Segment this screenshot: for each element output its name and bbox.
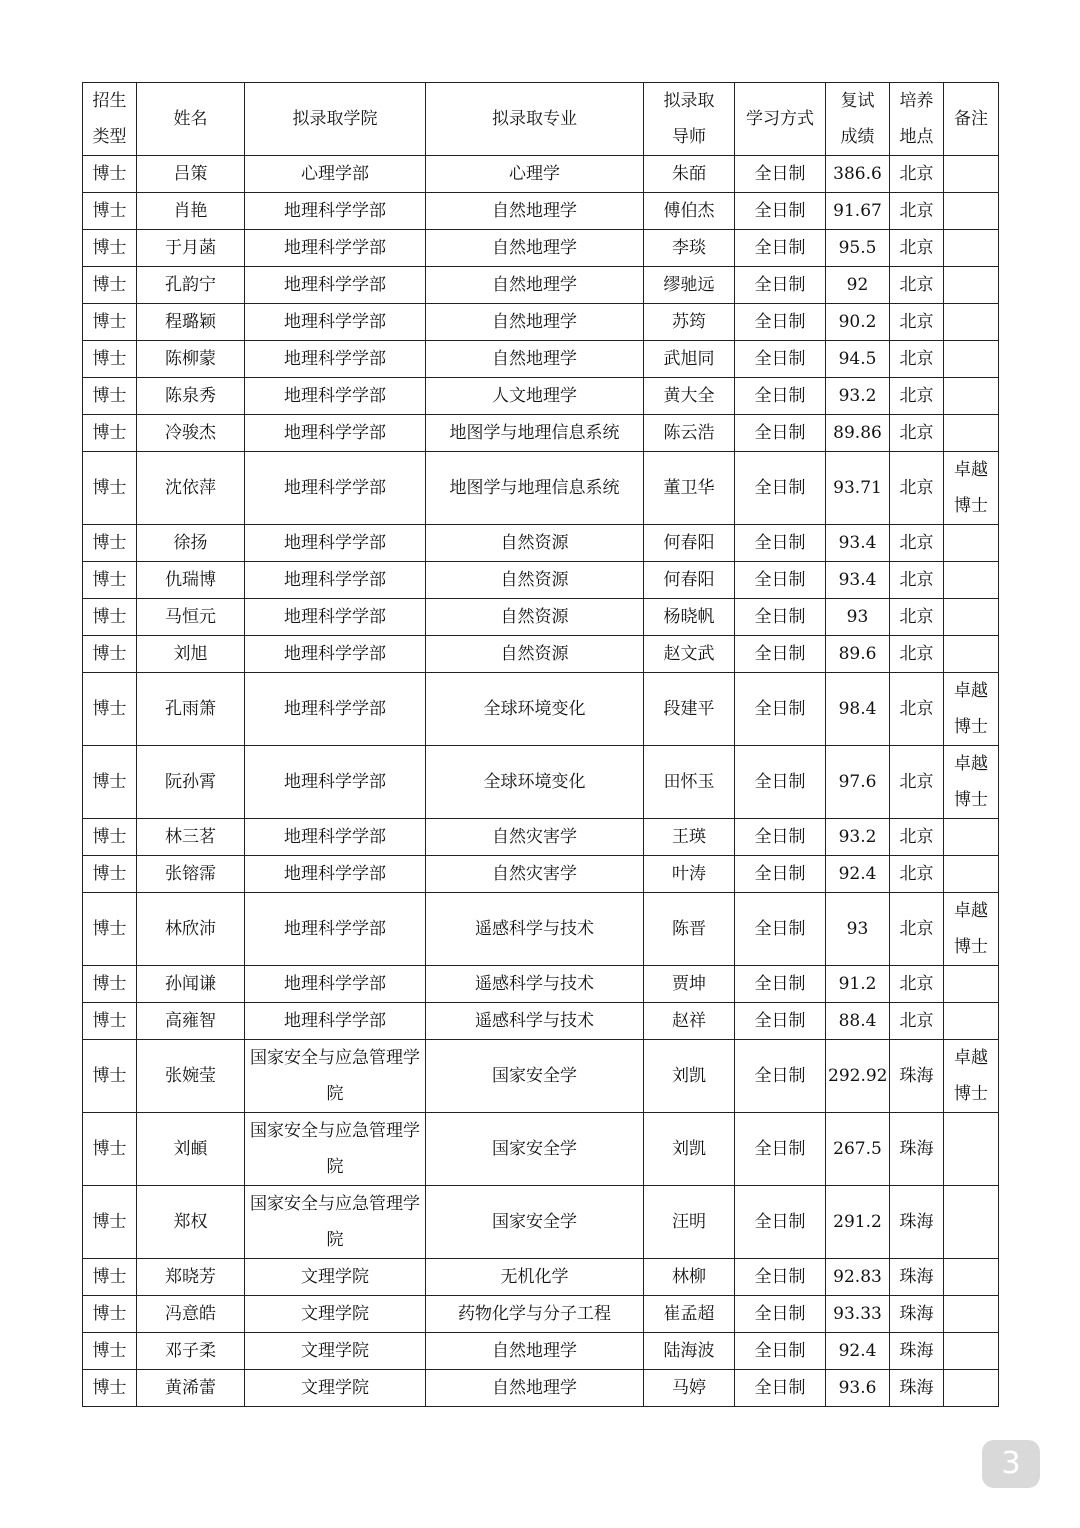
- cell-score: 98.4: [826, 673, 890, 746]
- header-remark: 备注: [944, 83, 999, 156]
- table-row: [83, 341, 999, 378]
- cell-advisor: 傅伯杰: [644, 193, 735, 230]
- cell-score: 97.6: [826, 746, 890, 819]
- cell-location: 珠海: [890, 1113, 944, 1186]
- cell-college: 地理科学学部: [245, 267, 426, 304]
- cell-study-mode: 全日制: [735, 415, 826, 452]
- cell-advisor: 陈云浩: [644, 415, 735, 452]
- cell-remark: [944, 1370, 999, 1407]
- cell-type: 博士: [83, 156, 137, 193]
- cell-study-mode: 全日制: [735, 304, 826, 341]
- cell-study-mode: 全日制: [735, 1296, 826, 1333]
- cell-location: 北京: [890, 452, 944, 525]
- cell-remark: [944, 1113, 999, 1186]
- header-location: [890, 83, 944, 156]
- cell-score: 93.4: [826, 525, 890, 562]
- cell-college: 地理科学学部: [245, 819, 426, 856]
- header-type-line1: 招生: [92, 91, 127, 111]
- cell-college: 国家安全与应急管理学院: [245, 1186, 426, 1259]
- cell-advisor: 李琰: [644, 230, 735, 267]
- cell-advisor: 何春阳: [644, 562, 735, 599]
- table-row: [83, 1113, 999, 1186]
- cell-remark: [944, 341, 999, 378]
- header-advisor-line2: 导师: [672, 127, 706, 147]
- cell-location: 珠海: [890, 1040, 944, 1113]
- admission-table: [82, 82, 999, 1407]
- table-row: [83, 193, 999, 230]
- cell-major: 地图学与地理信息系统: [426, 452, 644, 525]
- cell-type: 博士: [83, 452, 137, 525]
- table-row: [83, 156, 999, 193]
- cell-advisor: 刘凯: [644, 1113, 735, 1186]
- cell-advisor: 苏筠: [644, 304, 735, 341]
- cell-advisor: 朱皕: [644, 156, 735, 193]
- header-study-mode: 学习方式: [735, 83, 826, 156]
- header-score-line2: 成绩: [840, 127, 875, 147]
- cell-advisor: 崔孟超: [644, 1296, 735, 1333]
- cell-type: 博士: [83, 636, 137, 673]
- table-row: [83, 746, 999, 819]
- cell-score: 93.6: [826, 1370, 890, 1407]
- cell-study-mode: 全日制: [735, 1113, 826, 1186]
- cell-type: 博士: [83, 1333, 137, 1370]
- cell-type: 博士: [83, 1113, 137, 1186]
- cell-score: 93.71: [826, 452, 890, 525]
- cell-college: 地理科学学部: [245, 525, 426, 562]
- cell-score: 92: [826, 267, 890, 304]
- cell-remark: [944, 1003, 999, 1040]
- cell-major: 国家安全学: [426, 1040, 644, 1113]
- table-row: [83, 893, 999, 966]
- cell-remark: [944, 304, 999, 341]
- cell-remark: [944, 1259, 999, 1296]
- cell-type: 博士: [83, 746, 137, 819]
- cell-study-mode: 全日制: [735, 562, 826, 599]
- cell-college: 地理科学学部: [245, 341, 426, 378]
- cell-location: 北京: [890, 599, 944, 636]
- table-row: [83, 267, 999, 304]
- cell-study-mode: 全日制: [735, 599, 826, 636]
- cell-name: 陈泉秀: [137, 378, 245, 415]
- cell-location: 北京: [890, 341, 944, 378]
- cell-college: 地理科学学部: [245, 452, 426, 525]
- cell-location: 珠海: [890, 1296, 944, 1333]
- cell-major: 全球环境变化: [426, 746, 644, 819]
- cell-location: 北京: [890, 746, 944, 819]
- table-row: [83, 856, 999, 893]
- cell-remark: [944, 415, 999, 452]
- cell-location: 珠海: [890, 1370, 944, 1407]
- cell-name: 邓子柔: [137, 1333, 245, 1370]
- cell-advisor: 王瑛: [644, 819, 735, 856]
- cell-name: 徐扬: [137, 525, 245, 562]
- cell-college: 地理科学学部: [245, 304, 426, 341]
- cell-major: 国家安全学: [426, 1186, 644, 1259]
- cell-major: 心理学: [426, 156, 644, 193]
- cell-name: 刘頔: [137, 1113, 245, 1186]
- cell-location: 珠海: [890, 1333, 944, 1370]
- cell-remark: [944, 636, 999, 673]
- cell-major: 国家安全学: [426, 1113, 644, 1186]
- header-location-line1: 培养: [899, 91, 934, 111]
- cell-remark: [944, 1296, 999, 1333]
- cell-study-mode: 全日制: [735, 156, 826, 193]
- cell-advisor: 刘凯: [644, 1040, 735, 1113]
- cell-score: 267.5: [826, 1113, 890, 1186]
- cell-advisor: 汪明: [644, 1186, 735, 1259]
- cell-study-mode: 全日制: [735, 378, 826, 415]
- header-college: 拟录取学院: [245, 83, 426, 156]
- header-major: 拟录取专业: [426, 83, 644, 156]
- cell-study-mode: 全日制: [735, 525, 826, 562]
- cell-study-mode: 全日制: [735, 893, 826, 966]
- cell-score: 95.5: [826, 230, 890, 267]
- cell-remark: [944, 525, 999, 562]
- table-row: [83, 230, 999, 267]
- cell-college: 国家安全与应急管理学院: [245, 1113, 426, 1186]
- cell-remark: [944, 819, 999, 856]
- cell-type: 博士: [83, 415, 137, 452]
- cell-location: 珠海: [890, 1259, 944, 1296]
- table-row: [83, 1259, 999, 1296]
- table-row: [83, 1333, 999, 1370]
- cell-type: 博士: [83, 893, 137, 966]
- cell-advisor: 叶涛: [644, 856, 735, 893]
- cell-name: 郑权: [137, 1186, 245, 1259]
- cell-location: 北京: [890, 562, 944, 599]
- cell-location: 北京: [890, 636, 944, 673]
- cell-name: 陈柳蒙: [137, 341, 245, 378]
- cell-location: 北京: [890, 267, 944, 304]
- cell-advisor: 何春阳: [644, 525, 735, 562]
- table-row: [83, 1186, 999, 1259]
- cell-remark: [944, 193, 999, 230]
- cell-name: 于月菡: [137, 230, 245, 267]
- cell-college: 心理学部: [245, 156, 426, 193]
- cell-name: 孔雨箫: [137, 673, 245, 746]
- cell-score: 292.92: [826, 1040, 890, 1113]
- cell-advisor: 马婷: [644, 1370, 735, 1407]
- cell-name: 高雍智: [137, 1003, 245, 1040]
- cell-major: 自然地理学: [426, 267, 644, 304]
- cell-major: 自然灾害学: [426, 856, 644, 893]
- table-row: [83, 304, 999, 341]
- cell-type: 博士: [83, 562, 137, 599]
- cell-type: 博士: [83, 1296, 137, 1333]
- cell-score: 93: [826, 893, 890, 966]
- cell-remark: [944, 378, 999, 415]
- cell-major: 遥感科学与技术: [426, 893, 644, 966]
- cell-college: 地理科学学部: [245, 966, 426, 1003]
- cell-score: 92.4: [826, 856, 890, 893]
- cell-study-mode: 全日制: [735, 856, 826, 893]
- cell-name: 黄浠蕾: [137, 1370, 245, 1407]
- cell-major: 自然地理学: [426, 1333, 644, 1370]
- cell-location: 北京: [890, 156, 944, 193]
- cell-score: 386.6: [826, 156, 890, 193]
- cell-name: 孙闻谦: [137, 966, 245, 1003]
- cell-remark: [944, 156, 999, 193]
- cell-type: 博士: [83, 1040, 137, 1113]
- table-row: [83, 599, 999, 636]
- header-type-line2: 类型: [92, 127, 127, 147]
- table-body: [83, 156, 999, 1407]
- table-row: [83, 1296, 999, 1333]
- cell-college: 地理科学学部: [245, 193, 426, 230]
- header-score-line1: 复试: [840, 91, 875, 111]
- cell-type: 博士: [83, 966, 137, 1003]
- cell-college: 地理科学学部: [245, 746, 426, 819]
- cell-study-mode: 全日制: [735, 1259, 826, 1296]
- cell-study-mode: 全日制: [735, 673, 826, 746]
- cell-remark: 卓越博士: [944, 673, 999, 746]
- cell-study-mode: 全日制: [735, 966, 826, 1003]
- cell-advisor: 田怀玉: [644, 746, 735, 819]
- cell-name: 林欣沛: [137, 893, 245, 966]
- table-row: [83, 966, 999, 1003]
- cell-study-mode: 全日制: [735, 636, 826, 673]
- cell-type: 博士: [83, 1003, 137, 1040]
- cell-score: 93: [826, 599, 890, 636]
- cell-major: 自然地理学: [426, 341, 644, 378]
- cell-advisor: 陈晋: [644, 893, 735, 966]
- cell-major: 自然灾害学: [426, 819, 644, 856]
- cell-study-mode: 全日制: [735, 230, 826, 267]
- cell-name: 肖艳: [137, 193, 245, 230]
- cell-study-mode: 全日制: [735, 746, 826, 819]
- cell-name: 张婉莹: [137, 1040, 245, 1113]
- cell-location: 北京: [890, 230, 944, 267]
- cell-major: 自然地理学: [426, 193, 644, 230]
- cell-type: 博士: [83, 819, 137, 856]
- cell-type: 博士: [83, 856, 137, 893]
- table-row: [83, 1370, 999, 1407]
- cell-college: 地理科学学部: [245, 599, 426, 636]
- cell-remark: [944, 1333, 999, 1370]
- cell-major: 药物化学与分子工程: [426, 1296, 644, 1333]
- cell-score: 92.4: [826, 1333, 890, 1370]
- cell-remark: 卓越博士: [944, 746, 999, 819]
- cell-location: 北京: [890, 673, 944, 746]
- cell-remark: [944, 267, 999, 304]
- table-row: [83, 452, 999, 525]
- cell-major: 自然地理学: [426, 304, 644, 341]
- cell-advisor: 董卫华: [644, 452, 735, 525]
- cell-location: 北京: [890, 819, 944, 856]
- cell-study-mode: 全日制: [735, 452, 826, 525]
- cell-remark: 卓越博士: [944, 1040, 999, 1113]
- header-row: [83, 83, 999, 156]
- table-row: [83, 415, 999, 452]
- table-row: [83, 1040, 999, 1113]
- cell-location: 北京: [890, 415, 944, 452]
- cell-major: 自然地理学: [426, 1370, 644, 1407]
- cell-location: 北京: [890, 893, 944, 966]
- cell-type: 博士: [83, 599, 137, 636]
- cell-name: 马恒元: [137, 599, 245, 636]
- cell-name: 孔韵宁: [137, 267, 245, 304]
- cell-location: 北京: [890, 1003, 944, 1040]
- cell-score: 88.4: [826, 1003, 890, 1040]
- cell-name: 郑晓芳: [137, 1259, 245, 1296]
- cell-name: 程璐颖: [137, 304, 245, 341]
- table-row: [83, 562, 999, 599]
- cell-type: 博士: [83, 1370, 137, 1407]
- cell-type: 博士: [83, 193, 137, 230]
- cell-type: 博士: [83, 341, 137, 378]
- cell-type: 博士: [83, 673, 137, 746]
- cell-score: 93.2: [826, 819, 890, 856]
- cell-advisor: 赵祥: [644, 1003, 735, 1040]
- cell-score: 91.67: [826, 193, 890, 230]
- cell-name: 阮孙霄: [137, 746, 245, 819]
- cell-major: 自然资源: [426, 599, 644, 636]
- cell-major: 自然资源: [426, 636, 644, 673]
- header-location-line2: 地点: [899, 127, 934, 147]
- cell-college: 地理科学学部: [245, 378, 426, 415]
- cell-type: 博士: [83, 378, 137, 415]
- cell-remark: 卓越博士: [944, 893, 999, 966]
- cell-major: 无机化学: [426, 1259, 644, 1296]
- cell-advisor: 武旭同: [644, 341, 735, 378]
- cell-type: 博士: [83, 1186, 137, 1259]
- header-advisor: [644, 83, 735, 156]
- cell-score: 91.2: [826, 966, 890, 1003]
- cell-type: 博士: [83, 525, 137, 562]
- cell-study-mode: 全日制: [735, 1003, 826, 1040]
- cell-score: 94.5: [826, 341, 890, 378]
- cell-score: 90.2: [826, 304, 890, 341]
- cell-location: 北京: [890, 856, 944, 893]
- cell-college: 文理学院: [245, 1296, 426, 1333]
- cell-college: 地理科学学部: [245, 415, 426, 452]
- cell-advisor: 林柳: [644, 1259, 735, 1296]
- cell-name: 冷骏杰: [137, 415, 245, 452]
- cell-college: 地理科学学部: [245, 673, 426, 746]
- cell-score: 93.33: [826, 1296, 890, 1333]
- cell-type: 博士: [83, 267, 137, 304]
- cell-college: 地理科学学部: [245, 562, 426, 599]
- cell-college: 文理学院: [245, 1370, 426, 1407]
- cell-type: 博士: [83, 304, 137, 341]
- page-number-badge: 3: [982, 1440, 1040, 1488]
- cell-remark: [944, 562, 999, 599]
- cell-study-mode: 全日制: [735, 819, 826, 856]
- cell-type: 博士: [83, 230, 137, 267]
- cell-college: 国家安全与应急管理学院: [245, 1040, 426, 1113]
- table-row: [83, 1003, 999, 1040]
- cell-score: 89.86: [826, 415, 890, 452]
- cell-study-mode: 全日制: [735, 341, 826, 378]
- cell-major: 自然资源: [426, 562, 644, 599]
- table-row: [83, 819, 999, 856]
- cell-name: 沈依萍: [137, 452, 245, 525]
- cell-college: 地理科学学部: [245, 856, 426, 893]
- cell-study-mode: 全日制: [735, 1040, 826, 1113]
- cell-major: 自然地理学: [426, 230, 644, 267]
- cell-advisor: 陆海波: [644, 1333, 735, 1370]
- cell-college: 地理科学学部: [245, 230, 426, 267]
- cell-study-mode: 全日制: [735, 193, 826, 230]
- cell-remark: [944, 966, 999, 1003]
- cell-location: 北京: [890, 193, 944, 230]
- cell-name: 张镕霈: [137, 856, 245, 893]
- cell-study-mode: 全日制: [735, 1370, 826, 1407]
- cell-major: 遥感科学与技术: [426, 1003, 644, 1040]
- cell-major: 人文地理学: [426, 378, 644, 415]
- cell-major: 自然资源: [426, 525, 644, 562]
- cell-study-mode: 全日制: [735, 1186, 826, 1259]
- cell-advisor: 黄大全: [644, 378, 735, 415]
- table-row: [83, 636, 999, 673]
- cell-name: 刘旭: [137, 636, 245, 673]
- cell-remark: [944, 599, 999, 636]
- header-type: [83, 83, 137, 156]
- cell-major: 遥感科学与技术: [426, 966, 644, 1003]
- cell-score: 93.4: [826, 562, 890, 599]
- cell-advisor: 杨晓帆: [644, 599, 735, 636]
- cell-location: 北京: [890, 304, 944, 341]
- cell-name: 林三茗: [137, 819, 245, 856]
- cell-college: 地理科学学部: [245, 893, 426, 966]
- cell-location: 北京: [890, 378, 944, 415]
- cell-advisor: 缪驰远: [644, 267, 735, 304]
- cell-score: 291.2: [826, 1186, 890, 1259]
- cell-location: 北京: [890, 966, 944, 1003]
- cell-score: 92.83: [826, 1259, 890, 1296]
- cell-major: 地图学与地理信息系统: [426, 415, 644, 452]
- cell-advisor: 赵文武: [644, 636, 735, 673]
- header-advisor-line1: 拟录取: [663, 91, 715, 111]
- cell-college: 地理科学学部: [245, 636, 426, 673]
- cell-major: 全球环境变化: [426, 673, 644, 746]
- cell-study-mode: 全日制: [735, 267, 826, 304]
- header-name: 姓名: [137, 83, 245, 156]
- table-row: [83, 525, 999, 562]
- cell-study-mode: 全日制: [735, 1333, 826, 1370]
- cell-location: 珠海: [890, 1186, 944, 1259]
- cell-name: 冯意皓: [137, 1296, 245, 1333]
- cell-advisor: 段建平: [644, 673, 735, 746]
- table-row: [83, 673, 999, 746]
- cell-advisor: 贾坤: [644, 966, 735, 1003]
- cell-remark: [944, 856, 999, 893]
- cell-name: 吕策: [137, 156, 245, 193]
- cell-score: 89.6: [826, 636, 890, 673]
- cell-remark: 卓越博士: [944, 452, 999, 525]
- cell-name: 仇瑞博: [137, 562, 245, 599]
- cell-location: 北京: [890, 525, 944, 562]
- cell-college: 地理科学学部: [245, 1003, 426, 1040]
- cell-remark: [944, 1186, 999, 1259]
- cell-score: 93.2: [826, 378, 890, 415]
- cell-college: 文理学院: [245, 1259, 426, 1296]
- cell-college: 文理学院: [245, 1333, 426, 1370]
- table-row: [83, 378, 999, 415]
- header-score: [826, 83, 890, 156]
- cell-remark: [944, 230, 999, 267]
- cell-type: 博士: [83, 1259, 137, 1296]
